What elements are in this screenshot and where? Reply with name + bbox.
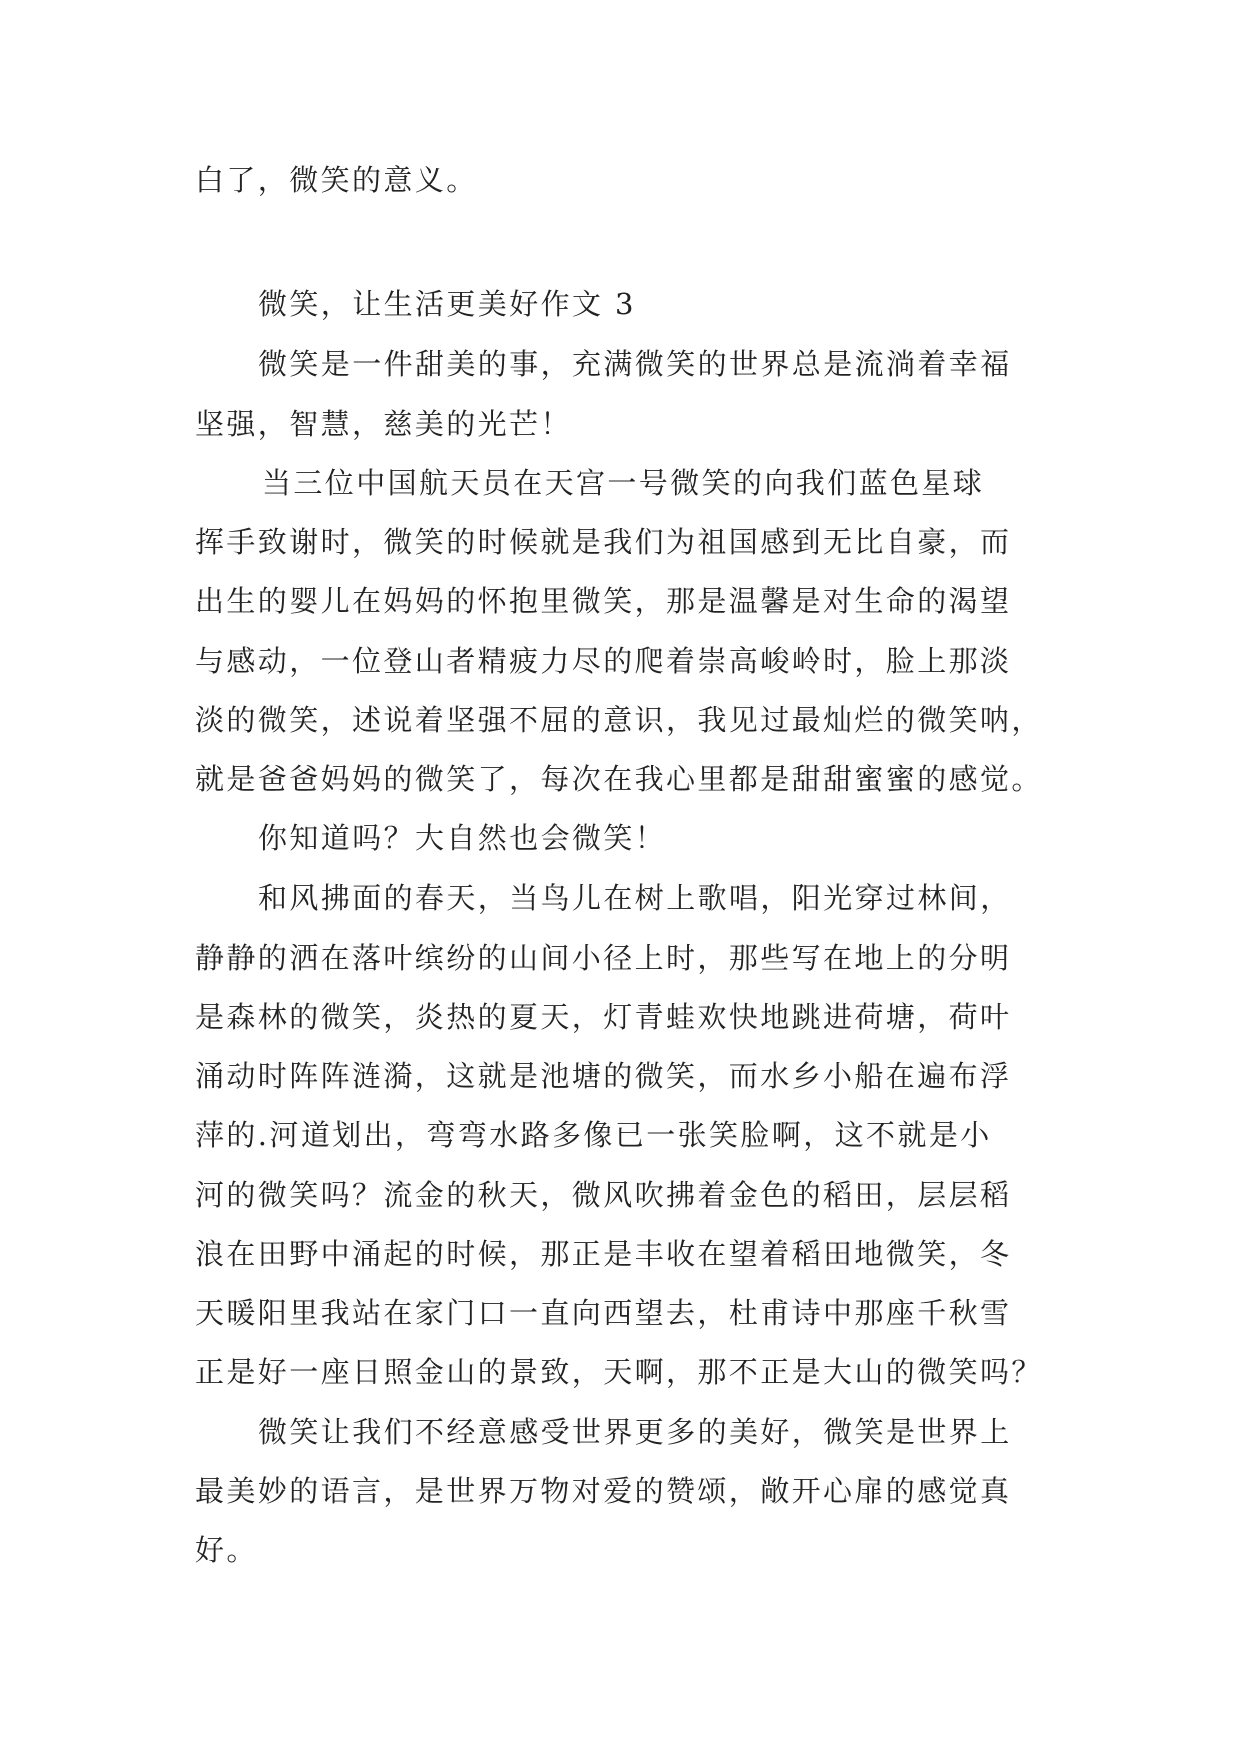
text-line-13: 静静的洒在落叶缤纷的山间小径上时，那些写在地上的分明 (195, 941, 1012, 975)
text-line-12: 和风拂面的春天，当鸟儿在树上歌唱，阳光穿过林间， (258, 881, 1012, 915)
text-line-19: 天暖阳里我站在家门口一直向西望去，杜甫诗中那座千秋雪 (195, 1296, 1012, 1330)
text-line-22: 最美妙的语言，是世界万物对爱的赞颂，敞开心扉的感觉真 (195, 1474, 1012, 1508)
text-line-14: 是森林的微笑，炎热的夏天，灯青蛙欢快地跳进荷塘，荷叶 (195, 1000, 1012, 1034)
text-line-1: 白了，微笑的意义。 (195, 163, 478, 197)
text-line-21: 微笑让我们不经意感受世界更多的美好，微笑是世界上 (258, 1415, 1012, 1449)
text-line-16: 萍的.河道划出，弯弯水路多像已一张笑脸啊，这不就是小 (195, 1118, 992, 1152)
text-line-18: 浪在田野中涌起的时候，那正是丰收在望着稻田地微笑，冬 (195, 1237, 1012, 1271)
text-line-5: 当三位中国航天员在天宫一号微笑的向我们蓝色星球 (262, 466, 985, 500)
essay-heading: 微笑，让生活更美好作文 3 (258, 287, 636, 321)
text-line-17: 河的微笑吗？流金的秋天，微风吹拂着金色的稻田，层层稻 (195, 1178, 1012, 1212)
text-line-9: 淡的微笑，述说着坚强不屈的意识，我见过最灿烂的微笑呐， (195, 703, 1043, 737)
text-line-11: 你知道吗？大自然也会微笑！ (258, 821, 667, 855)
text-line-3: 微笑是一件甜美的事，充满微笑的世界总是流淌着幸福 (258, 347, 1012, 381)
text-line-10: 就是爸爸妈妈的微笑了，每次在我心里都是甜甜蜜蜜的感觉。 (195, 762, 1043, 796)
text-line-8: 与感动，一位登山者精疲力尽的爬着崇高峻岭时，脸上那淡 (195, 644, 1012, 678)
text-line-23: 好。 (195, 1533, 258, 1567)
text-line-20: 正是好一座日照金山的景致，天啊，那不正是大山的微笑吗？ (195, 1355, 1043, 1389)
text-line-7: 出生的婴儿在妈妈的怀抱里微笑，那是温馨是对生命的渴望 (195, 584, 1012, 618)
text-line-4: 坚强，智慧，慈美的光芒！ (195, 407, 572, 441)
text-line-15: 涌动时阵阵涟漪，这就是池塘的微笑，而水乡小船在遍布浮 (195, 1059, 1012, 1093)
text-line-6: 挥手致谢时，微笑的时候就是我们为祖国感到无比自豪，而 (195, 525, 1012, 559)
